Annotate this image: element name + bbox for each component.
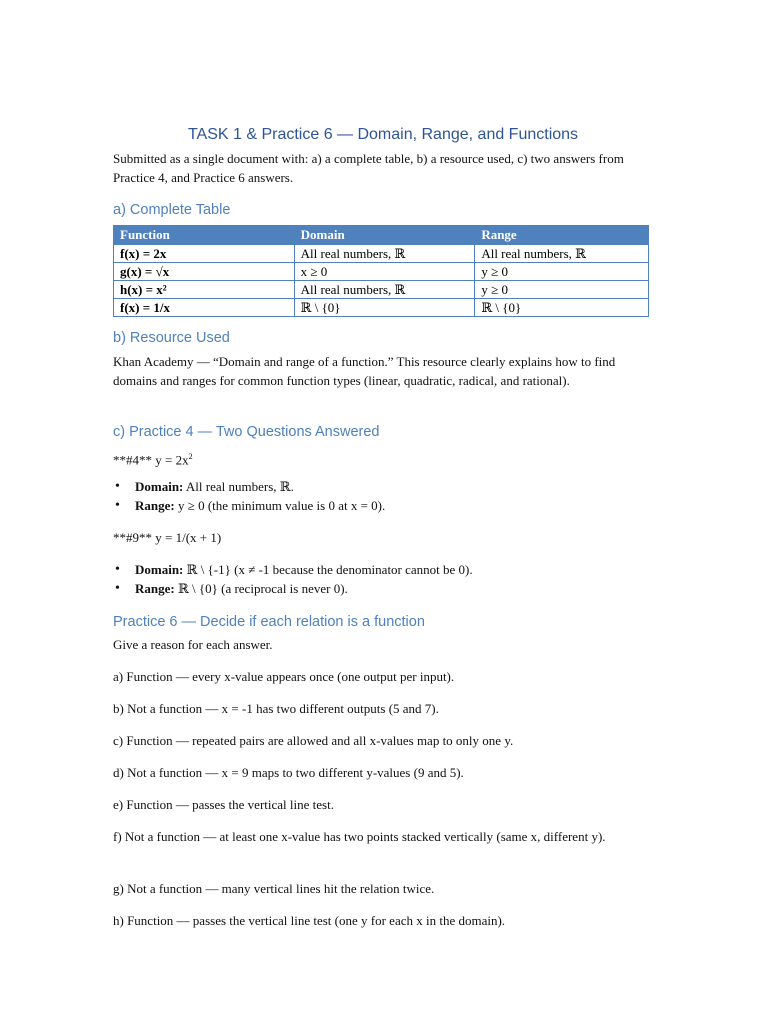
answer-c: c) Function — repeated pairs are allowed and all x-values map to only one y.: [113, 733, 514, 748]
range-cell: y ≥ 0: [475, 281, 649, 299]
answer-label: Domain:: [135, 562, 184, 577]
practice4-question-9: **#9** y = 1/(x + 1): [113, 530, 222, 545]
answer-text: ℝ \ {-1} (x ≠ -1 because the denominator cannot be 0).: [183, 562, 473, 577]
answer-label: Range:: [135, 498, 175, 513]
list-item: [113, 496, 649, 515]
list-item: [113, 477, 649, 496]
range-cell: y ≥ 0: [475, 263, 649, 281]
bullet-icon: •: [115, 581, 120, 596]
bullet-icon: •: [115, 498, 120, 513]
answer-text: All real numbers, ℝ.: [183, 479, 294, 494]
domain-cell: All real numbers, ℝ: [294, 245, 475, 263]
column-header-range: Range: [475, 226, 649, 245]
function-table-wrapper: [113, 225, 649, 317]
table-row: [114, 299, 649, 317]
answer-a: a) Function — every x-value appears once (one output per input).: [113, 669, 455, 684]
answer-e: e) Function — passes the vertical line test.: [113, 797, 334, 812]
question-label: **#4** y = 2x: [113, 452, 189, 468]
section-d-heading: Practice 6 — Decide if each relation is a function: [113, 614, 425, 630]
answer-text: y ≥ 0 (the minimum value is 0 at x = 0).: [174, 498, 386, 513]
answer-d: d) Not a function — x = 9 maps to two different y-values (9 and 5).: [113, 765, 464, 780]
table-row: [114, 263, 649, 281]
function-cell: h(x) = x²: [114, 281, 295, 299]
practice6-instructions: Give a reason for each answer.: [113, 637, 273, 652]
list-item: [113, 560, 649, 579]
question-9-answers: [113, 560, 649, 598]
function-cell: f(x) = 1/x: [114, 299, 295, 317]
answer-f: f) Not a function — at least one x-value has two points stacked vertically (same x, different y).: [113, 829, 606, 844]
answer-b: b) Not a function — x = -1 has two different outputs (5 and 7).: [113, 701, 439, 716]
domain-cell: ℝ \ {0}: [294, 299, 475, 317]
table-row: [114, 281, 649, 299]
bullet-icon: •: [115, 479, 120, 494]
table-row: [114, 245, 649, 263]
answer-label: Range:: [135, 581, 175, 596]
bullet-icon: •: [115, 562, 120, 577]
resource-paragraph: Khan Academy — “Domain and range of a function.” This resource clearly explains how to find domains and ranges for common function types (linear, quadratic, radical, and rational).: [113, 354, 616, 388]
question-4-answers: [113, 477, 649, 515]
answer-label: Domain:: [135, 479, 184, 494]
table-header-row: [114, 226, 649, 245]
range-cell: ℝ \ {0}: [475, 299, 649, 317]
answer-h: h) Function — passes the vertical line test (one y for each x in the domain).: [113, 913, 506, 928]
exponent: 2: [188, 452, 193, 461]
column-header-function: Function: [114, 226, 295, 245]
section-b-heading: b) Resource Used: [113, 330, 230, 346]
function-cell: f(x) = 2x: [114, 245, 295, 263]
column-header-domain: Domain: [294, 226, 475, 245]
section-a-heading: a) Complete Table: [113, 202, 231, 218]
domain-cell: x ≥ 0: [294, 263, 475, 281]
section-c-heading: c) Practice 4 — Two Questions Answered: [113, 424, 380, 440]
function-cell: g(x) = √x: [114, 263, 295, 281]
range-cell: All real numbers, ℝ: [475, 245, 649, 263]
function-table: [113, 225, 649, 317]
page-title: TASK 1 & Practice 6 — Domain, Range, and Functions: [187, 126, 579, 143]
domain-cell: All real numbers, ℝ: [294, 281, 475, 299]
practice4-question-4: [113, 447, 649, 469]
list-item: [113, 579, 649, 598]
answer-text: ℝ \ {0} (a reciprocal is never 0).: [174, 581, 348, 596]
intro-paragraph: Submitted as a single document with: a) a complete table, b) a resource used, c) two answers from Practice 4, and Practice 6 answers.: [113, 151, 624, 185]
answer-g: g) Not a function — many vertical lines hit the relation twice.: [113, 881, 435, 896]
